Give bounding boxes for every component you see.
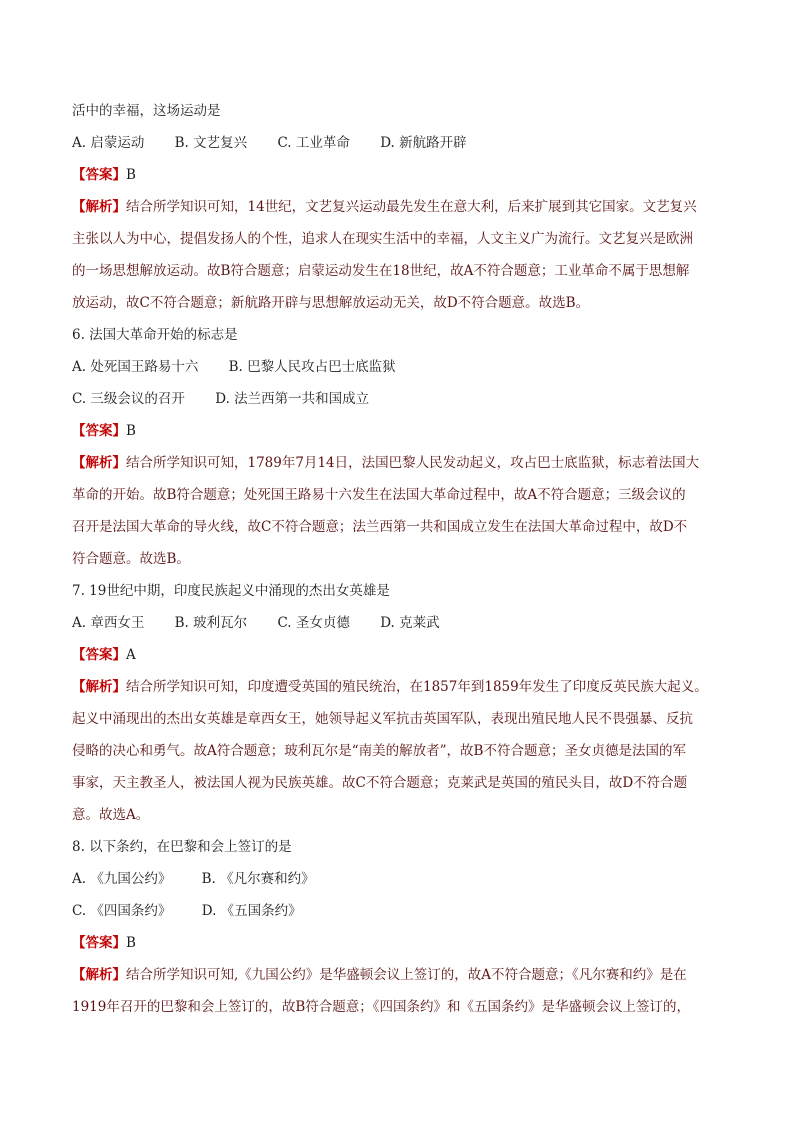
q7-option-a: A. 章西女王 bbox=[72, 615, 145, 631]
q7-analysis-line-5: 意。故选A。 bbox=[72, 807, 150, 823]
q6-options-row-2 bbox=[72, 383, 724, 415]
q5-analysis-line-1: 【解析】结合所学知识可知，14世纪，文艺复兴运动最先发生在意大利，后来扩展到其它国家。文艺复兴 bbox=[72, 199, 697, 215]
q5-option-c: C. 工业革命 bbox=[277, 135, 350, 151]
q6-stem: 6. 法国大革命开始的标志是 bbox=[72, 327, 238, 343]
answer-tag: 【答案】 bbox=[72, 935, 126, 951]
q6-analysis-line-2: 革命的开始。故B符合题意；处死国王路易十六发生在法国大革命过程中，故A不符合题意；三级会议的 bbox=[72, 487, 686, 503]
q7-analysis-line-3: 侵略的决心和勇气。故A符合题意；玻利瓦尔是“南美的解放者”，故B不符合题意；圣女贞德是法国的军 bbox=[72, 743, 686, 759]
q6-analysis-line-3: 召开是法国大革命的导火线，故C不符合题意；法兰西第一共和国成立发生在法国大革命过程中，故D不 bbox=[72, 519, 688, 535]
q5-option-d: D. 新航路开辟 bbox=[380, 135, 467, 151]
answer-tag: 【答案】 bbox=[72, 167, 126, 183]
q6-analysis-line-1: 【解析】结合所学知识可知，1789年7月14日，法国巴黎人民发动起义，攻占巴士底监狱，标志着法国大 bbox=[72, 455, 700, 471]
q5-answer bbox=[72, 159, 724, 191]
analysis-tag: 【解析】 bbox=[72, 967, 126, 983]
q5-option-a: A. 启蒙运动 bbox=[72, 135, 145, 151]
q8-stem: 8. 以下条约，在巴黎和会上签订的是 bbox=[72, 839, 292, 855]
q8-options-row-1 bbox=[72, 863, 724, 895]
analysis-tag: 【解析】 bbox=[72, 455, 126, 471]
q6-options-row-1 bbox=[72, 351, 724, 383]
q5-analysis-line-3: 的一场思想解放运动。故B符合题意；启蒙运动发生在18世纪，故A不符合题意；工业革命不属于思想解 bbox=[72, 263, 690, 279]
q8-option-a: A. 《九国公约》 bbox=[72, 871, 172, 887]
q5-option-b: B. 文艺复兴 bbox=[174, 135, 248, 151]
q7-analysis-line-1: 【解析】结合所学知识可知，印度遭受英国的殖民统治，在1857年到1859年发生了印度反英民族大起义。 bbox=[72, 679, 708, 695]
q7-answer bbox=[72, 639, 724, 671]
q8-analysis-line-1: 【解析】结合所学知识可知,《九国公约》是华盛顿会议上签订的，故A不符合题意；《凡尔赛和约》是在 bbox=[72, 967, 687, 983]
q6-option-c: C. 三级会议的召开 bbox=[72, 391, 185, 407]
document-page bbox=[72, 95, 724, 1023]
q8-option-d: D. 《五国条约》 bbox=[201, 903, 302, 919]
answer-value: B bbox=[126, 167, 136, 183]
q5-analysis-line-2: 主张以人为中心，提倡发扬人的个性，追求人在现实生活中的幸福，人文主义广为流行。文艺复兴是欧洲 bbox=[72, 231, 693, 247]
answer-tag: 【答案】 bbox=[72, 423, 126, 439]
q7-analysis-line-4: 事家，天主教圣人，被法国人视为民族英雄。故C不符合题意；克莱武是英国的殖民头目，故D不符合题 bbox=[72, 775, 688, 791]
q5-stem-tail: 活中的幸福，这场运动是 bbox=[72, 103, 221, 119]
q7-option-d: D. 克莱武 bbox=[380, 615, 440, 631]
q7-stem: 7. 19世纪中期，印度民族起义中涌现的杰出女英雄是 bbox=[72, 583, 390, 599]
answer-value: B bbox=[126, 935, 136, 951]
q6-option-a: A. 处死国王路易十六 bbox=[72, 359, 199, 375]
q8-option-c: C. 《四国条约》 bbox=[72, 903, 172, 919]
answer-value: B bbox=[126, 423, 136, 439]
q6-option-b: B. 巴黎人民攻占巴士底监狱 bbox=[228, 359, 396, 375]
answer-tag: 【答案】 bbox=[72, 647, 126, 663]
q7-option-c: C. 圣女贞德 bbox=[277, 615, 350, 631]
q5-analysis-line-4: 放运动，故C不符合题意；新航路开辟与思想解放运动无关，故D不符合题意。故选B。 bbox=[72, 295, 590, 311]
q6-answer bbox=[72, 415, 724, 447]
q8-answer bbox=[72, 927, 724, 959]
q8-options-row-2 bbox=[72, 895, 724, 927]
q8-analysis-line-2: 1919年召开的巴黎和会上签订的，故B符合题意；《四国条约》和《五国条约》是华盛顿会议上签订的， bbox=[72, 999, 691, 1015]
q7-option-b: B. 玻利瓦尔 bbox=[174, 615, 248, 631]
answer-value: A bbox=[126, 647, 136, 663]
q7-analysis-line-2: 起义中涌现出的杰出女英雄是章西女王，她领导起义军抗击英国军队，表现出殖民地人民不畏强暴、反抗 bbox=[72, 711, 693, 727]
q7-options bbox=[72, 607, 724, 639]
q6-analysis-line-4: 符合题意。故选B。 bbox=[72, 551, 190, 567]
q5-options bbox=[72, 127, 724, 159]
q8-option-b: B. 《凡尔赛和约》 bbox=[201, 871, 315, 887]
analysis-tag: 【解析】 bbox=[72, 679, 126, 695]
analysis-tag: 【解析】 bbox=[72, 199, 126, 215]
q6-option-d: D. 法兰西第一共和国成立 bbox=[215, 391, 370, 407]
